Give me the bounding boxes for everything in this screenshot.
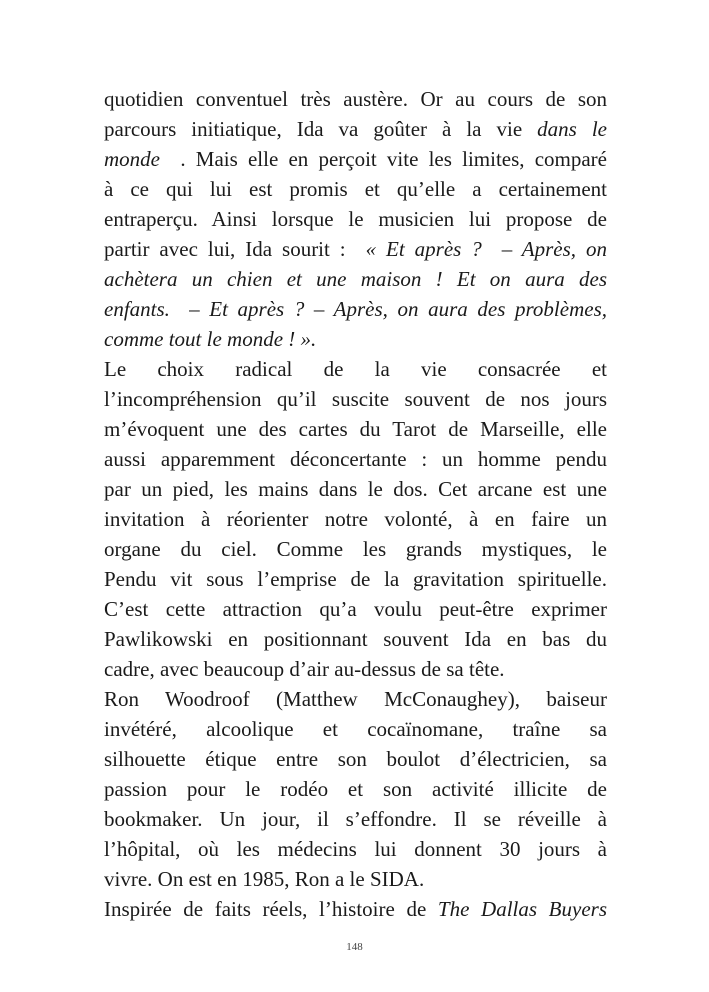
text-line [104, 624, 607, 654]
text-run: Ron Woodroof (Matthew McConaughey), baiseur [104, 687, 607, 711]
text-line [104, 894, 607, 924]
text-line [104, 444, 607, 474]
text-line [104, 114, 607, 144]
text-line [104, 864, 607, 894]
text-line [104, 474, 607, 504]
page-number: 148 [346, 941, 363, 953]
paragraph [104, 894, 607, 924]
text-run: . Mais elle en perçoit vite les limites, comparé [160, 147, 607, 171]
text-line [104, 534, 607, 564]
text-line [104, 504, 607, 534]
text-line [104, 84, 607, 114]
text-line [104, 594, 607, 624]
text-run: invétéré, alcoolique et cocaïnomane, traîne sa [104, 717, 607, 741]
text-line [104, 684, 607, 714]
text-run: Pawlikowski en positionnant souvent Ida en bas du [104, 627, 607, 651]
text-line [104, 324, 607, 354]
text-run: partir avec lui, Ida sourit : [104, 237, 366, 261]
text-line [104, 714, 607, 744]
italic-text: dans le [537, 117, 607, 141]
text-line [104, 774, 607, 804]
text-line [104, 804, 607, 834]
text-run: vivre. On est en 1985, Ron a le SIDA. [104, 867, 425, 891]
text-run: passion pour le rodéo et son activité illicite de [104, 777, 607, 801]
text-run: bookmaker. Un jour, il s’effondre. Il se réveille à [104, 807, 607, 831]
text-run: Inspirée de faits réels, l’histoire de [104, 897, 438, 921]
text-run: entraperçu. Ainsi lorsque le musicien lui propose de [104, 207, 607, 231]
text-line [104, 264, 607, 294]
text-run: l’incompréhension qu’il suscite souvent de nos jours [104, 387, 607, 411]
text-run: parcours initiatique, Ida va goûter à la vie [104, 117, 538, 141]
italic-text: « Et après ? – Après, on [365, 237, 607, 261]
italic-text: The Dallas Buyers [437, 897, 608, 921]
text-run: par un pied, les mains dans le dos. Cet arcane est une [104, 477, 607, 501]
text-line [104, 834, 607, 864]
page-body [104, 84, 607, 924]
text-line [104, 234, 607, 264]
text-line [104, 174, 607, 204]
italic-text: achètera un chien et une maison ! Et on aura des [104, 267, 607, 291]
text-line [104, 144, 607, 174]
text-line [104, 414, 607, 444]
text-run: à ce qui lui est promis et qu’elle a certainement [104, 177, 607, 201]
paragraph [104, 354, 607, 684]
text-line [104, 204, 607, 234]
text-run: Le choix radical de la vie consacrée et [104, 357, 607, 381]
paragraph [104, 684, 607, 894]
paragraph [104, 84, 607, 354]
text-run: l’hôpital, où les médecins lui donnent 30 jours à [104, 837, 607, 861]
text-line [104, 294, 607, 324]
italic-text: monde [104, 147, 160, 171]
text-run: C’est cette attraction qu’a voulu peut-être exprimer [104, 597, 607, 621]
text-run: silhouette étique entre son boulot d’électricien, sa [104, 747, 607, 771]
text-run: cadre, avec beaucoup d’air au-dessus de sa tête. [104, 657, 505, 681]
text-line [104, 354, 607, 384]
italic-text: comme tout le monde ! ». [104, 327, 317, 351]
text-run: Pendu vit sous l’emprise de la gravitation spirituelle. [104, 567, 607, 591]
text-line [104, 744, 607, 774]
text-run: organe du ciel. Comme les grands mystiques, le [104, 537, 607, 561]
text-line [104, 564, 607, 594]
text-run: quotidien conventuel très austère. Or au cours de son [104, 87, 607, 111]
text-line [104, 654, 607, 684]
text-line [104, 384, 607, 414]
text-run: m’évoquent une des cartes du Tarot de Marseille, elle [104, 417, 607, 441]
italic-text: enfants. – Et après ? – Après, on aura des problèmes, [104, 297, 607, 321]
text-run: aussi apparemment déconcertante : un homme pendu [104, 447, 607, 471]
text-run: invitation à réorienter notre volonté, à en faire un [104, 507, 607, 531]
